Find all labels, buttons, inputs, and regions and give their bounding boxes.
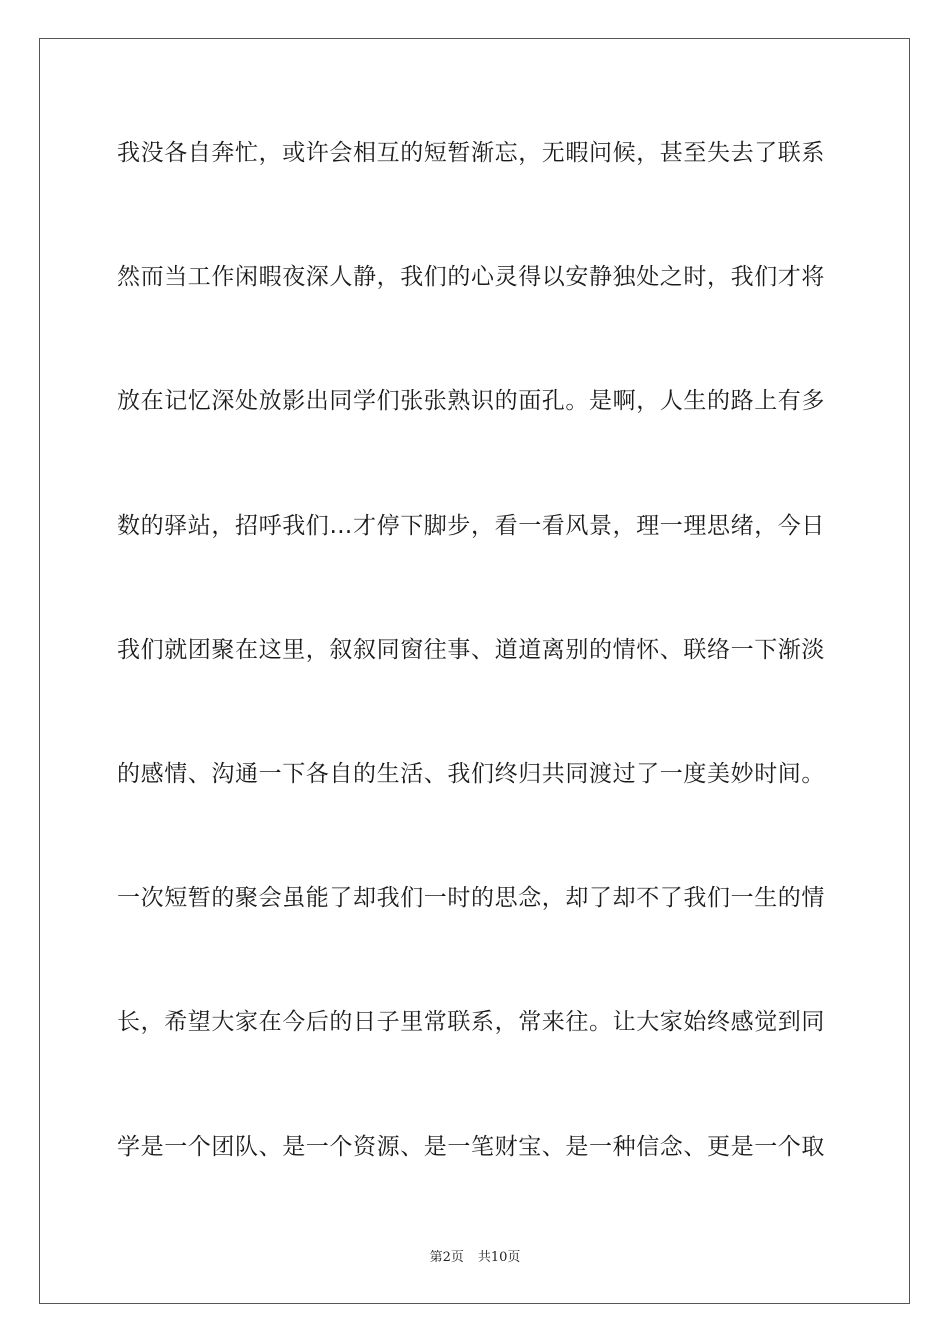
page-number: 第2页 xyxy=(429,1250,464,1265)
text-line-2: 然而当工作闲暇夜深人静，我们的心灵得以安静独处之时，我们才将 xyxy=(117,264,825,291)
text-line-1: 我没各自奔忙，或许会相互的短暂渐忘，无暇问候，甚至失去了联系 xyxy=(117,140,825,166)
page-footer xyxy=(0,1246,950,1265)
document-body xyxy=(117,129,833,1247)
text-line-5: 我们就团聚在这里，叙叙同窗往事、道道离别的情怀、联络一下渐淡 xyxy=(117,636,825,663)
text-line-8: 长，希望大家在今后的日子里常联系，常来往。让大家始终感觉到同 xyxy=(117,1009,825,1036)
text-line-6: 的感情、沟通一下各自的生活、我们终归共同渡过了一度美妙时间。 xyxy=(117,760,825,787)
text-line-4: 数的驿站，招呼我们…才停下脚步，看一看风景，理一理思绪，今日 xyxy=(117,512,825,539)
text-line-3: 放在记忆深处放影出同学们张张熟识的面孔。是啊，人生的路上有多 xyxy=(117,388,825,415)
text-line-9: 学是一个团队、是一个资源、是一笔财宝、是一种信念、更是一个取 xyxy=(117,1133,825,1160)
text-line-7: 一次短暂的聚会虽能了却我们一时的思念，却了却不了我们一生的情 xyxy=(117,885,825,912)
page-total: 共10页 xyxy=(477,1250,521,1265)
